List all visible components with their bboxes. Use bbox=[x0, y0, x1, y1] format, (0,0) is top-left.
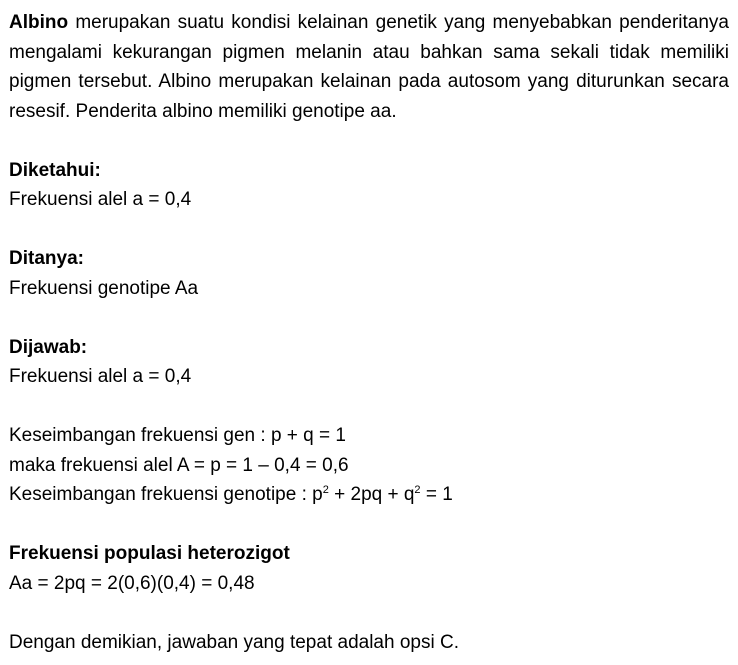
superscript-2: 2 bbox=[414, 484, 421, 496]
document-body bbox=[9, 8, 729, 657]
spacer bbox=[9, 510, 729, 540]
spacer bbox=[9, 126, 729, 156]
equation-suffix: = 1 bbox=[420, 484, 453, 505]
spacer bbox=[9, 598, 729, 628]
hetero-heading: Frekuensi populasi heterozigot bbox=[9, 543, 290, 564]
conclusion-line: Dengan demikian, jawaban yang tepat adalah opsi C. bbox=[9, 631, 459, 653]
superscript-2: 2 bbox=[322, 484, 329, 496]
asked-heading: Ditanya: bbox=[9, 248, 84, 269]
intro-term: Albino bbox=[9, 12, 69, 33]
spacer bbox=[9, 392, 729, 422]
answer-line-1: Frekuensi alel a = 0,4 bbox=[9, 366, 192, 387]
hetero-line: Aa = 2pq = 2(0,6)(0,4) = 0,48 bbox=[9, 572, 255, 594]
intro-text: merupakan suatu kondisi kelainan genetik yang menyebabkan penderitanya mengalami kekurangan pigmen melanin atau bahkan sama sekali tidak memiliki pigmen tersebut. Albino merupakan kelainan pada autosom yang diturunkan secara resesif. Penderita albino memiliki genotipe aa. bbox=[9, 12, 729, 122]
known-heading: Diketahui: bbox=[9, 159, 101, 181]
answer-line-4 bbox=[9, 480, 729, 510]
answer-line-3: maka frekuensi alel A = p = 1 – 0,4 = 0,6 bbox=[9, 454, 349, 476]
equation-middle: + 2pq + q bbox=[328, 484, 415, 505]
intro-paragraph bbox=[9, 8, 729, 126]
spacer bbox=[9, 303, 729, 333]
answer-line-2: Keseimbangan frekuensi gen : p + q = 1 bbox=[9, 425, 346, 446]
asked-line: Frekuensi genotipe Aa bbox=[9, 277, 199, 299]
answer-heading: Dijawab: bbox=[9, 336, 88, 358]
spacer bbox=[9, 215, 729, 245]
known-line: Frekuensi alel a = 0,4 bbox=[9, 189, 192, 210]
equation-prefix: Keseimbangan frekuensi genotipe : p bbox=[9, 484, 323, 505]
